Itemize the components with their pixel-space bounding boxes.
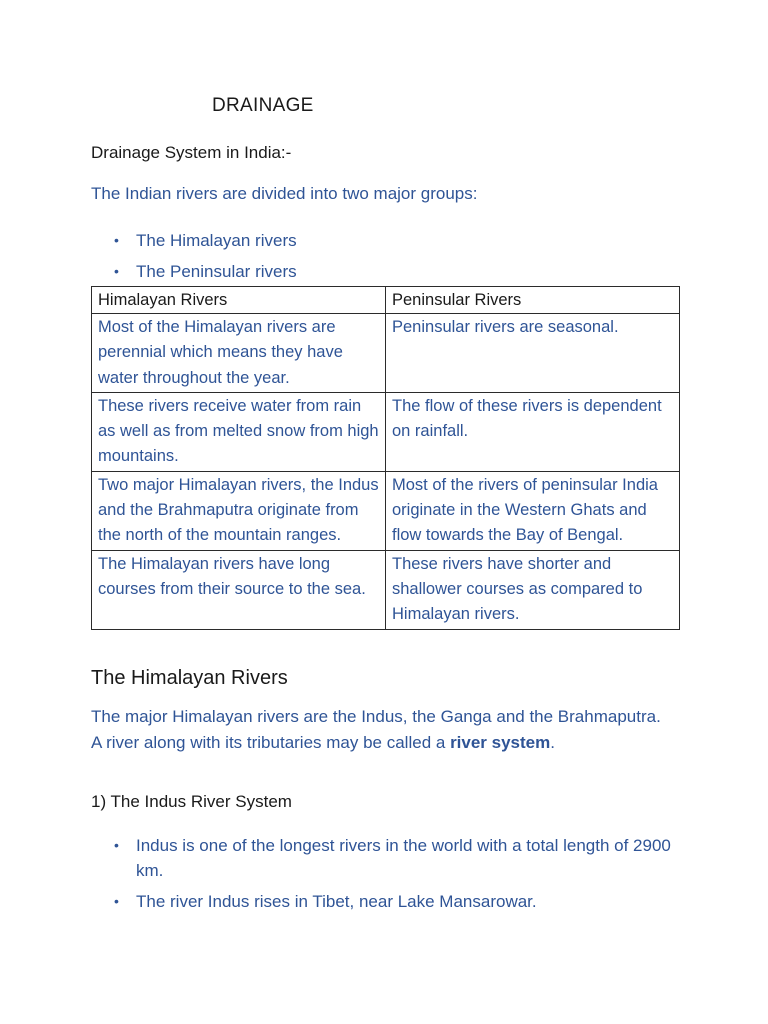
table-header-cell: Himalayan Rivers xyxy=(92,287,386,314)
table-cell: These rivers have shorter and shallower courses as compared to Himalayan rivers. xyxy=(386,550,680,629)
section-paragraph xyxy=(91,704,671,755)
list-item: • The Himalayan rivers xyxy=(0,225,297,256)
indus-facts-list xyxy=(0,833,680,920)
table-cell: Two major Himalayan rivers, the Indus and the Brahmaputra originate from the north of the mountain ranges. xyxy=(92,471,386,550)
list-item: • The Peninsular rivers xyxy=(0,256,297,287)
comparison-table xyxy=(91,286,680,630)
paragraph-text: The major Himalayan rivers are the Indus, the Ganga and the Brahmaputra. A river along with its tributaries may be called a xyxy=(91,707,661,752)
table-header-row xyxy=(92,287,680,314)
table-row xyxy=(92,471,680,550)
list-item: • The river Indus rises in Tibet, near Lake Mansarowar. xyxy=(0,889,680,914)
subtitle: Drainage System in India:- xyxy=(91,143,292,162)
table-cell: The Himalayan rivers have long courses from their source to the sea. xyxy=(92,550,386,629)
section-heading: The Himalayan Rivers xyxy=(91,667,288,689)
paragraph-end: . xyxy=(550,732,555,752)
intro-text: The Indian rivers are divided into two major groups: xyxy=(91,184,478,203)
subsection-heading: 1) The Indus River System xyxy=(91,792,292,811)
table-cell: These rivers receive water from rain as well as from melted snow from high mountains. xyxy=(92,392,386,471)
page-title: DRAINAGE xyxy=(212,95,314,116)
table-row xyxy=(92,314,680,393)
table-row xyxy=(92,550,680,629)
table-header-cell: Peninsular Rivers xyxy=(386,287,680,314)
list-item: • Indus is one of the longest rivers in the world with a total length of 2900 km. xyxy=(0,833,680,883)
river-groups-list xyxy=(0,225,297,287)
table-row xyxy=(92,392,680,471)
paragraph-bold-term: river system xyxy=(450,732,551,752)
table-cell: Most of the rivers of peninsular India originate in the Western Ghats and flow towards the Bay of Bengal. xyxy=(386,471,680,550)
table-cell: The flow of these rivers is dependent on rainfall. xyxy=(386,392,680,471)
table-cell: Most of the Himalayan rivers are perennial which means they have water throughout the year. xyxy=(92,314,386,393)
table-cell: Peninsular rivers are seasonal. xyxy=(386,314,680,393)
